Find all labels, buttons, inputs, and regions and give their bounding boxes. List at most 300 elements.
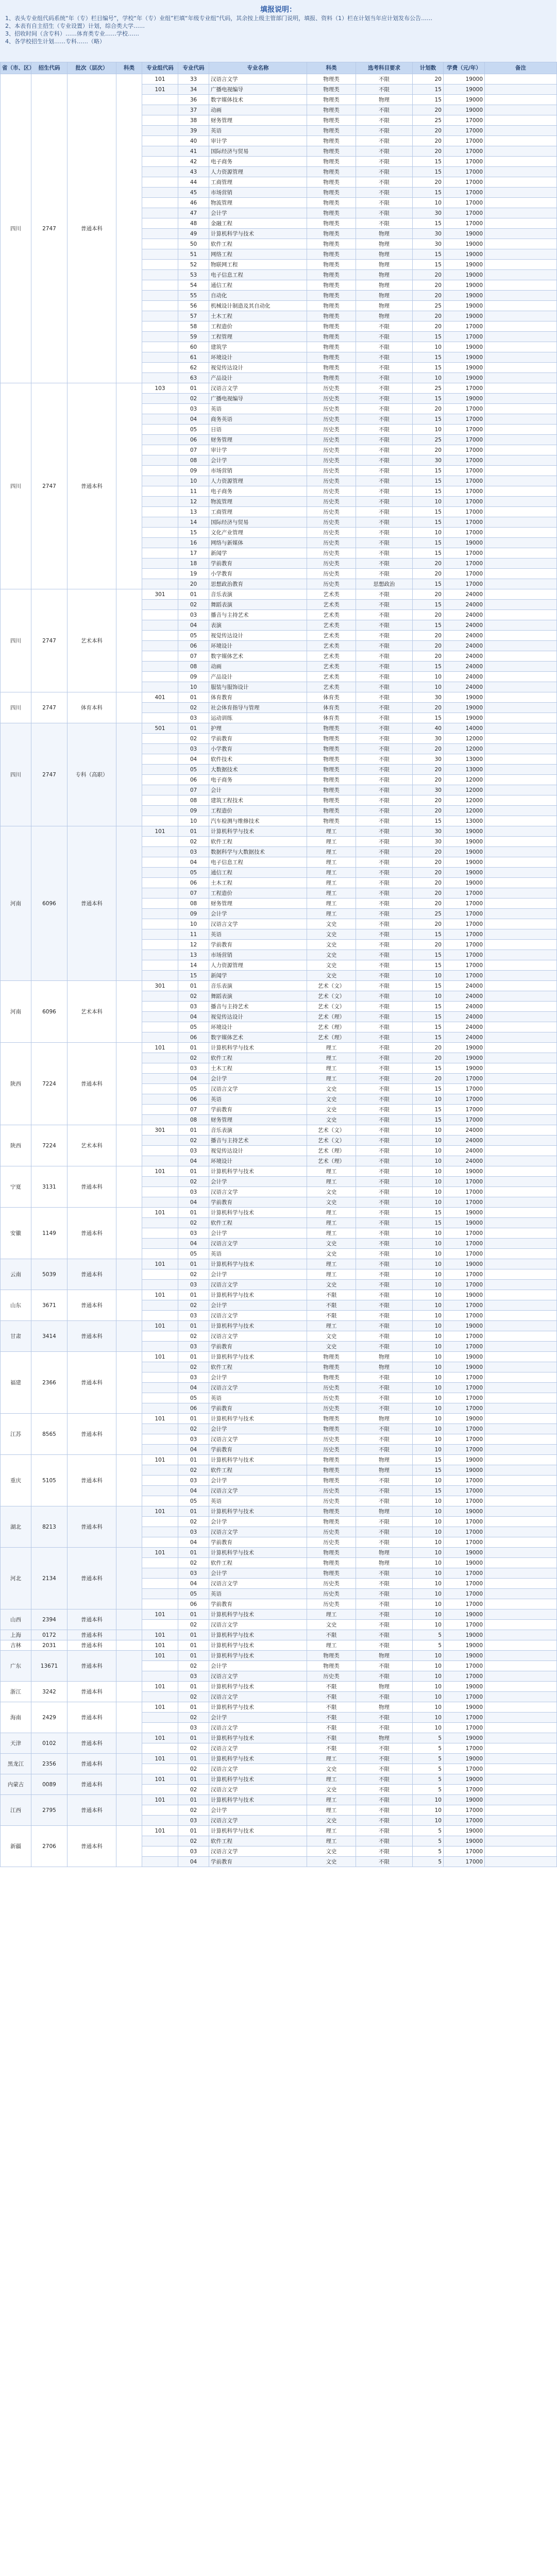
cell-requirement: 不限 [356, 445, 413, 455]
cell-subject-type: 艺术（理） [307, 1012, 356, 1022]
cell-subject-type: 物理类 [307, 363, 356, 373]
cell-remark [485, 1795, 557, 1805]
cell-remark [485, 1620, 557, 1630]
cell-remark [485, 74, 557, 84]
col-group: 专业组代码 [142, 62, 178, 74]
cell-requirement: 不限 [356, 1661, 413, 1671]
cell-kelei [116, 1166, 142, 1208]
cell-code: 2747 [31, 74, 67, 383]
cell-major-code: 54 [178, 280, 209, 291]
table-row [1, 1548, 557, 1558]
cell-plan-count: 30 [413, 692, 444, 703]
cell-remark [485, 1465, 557, 1476]
cell-major-code: 02 [178, 734, 209, 744]
cell-remark [485, 1002, 557, 1012]
cell-tuition: 17000 [444, 167, 485, 177]
cell-batch: 普通本科 [67, 1795, 116, 1826]
cell-major-name: 电子商务 [209, 157, 307, 167]
cell-tuition: 19000 [444, 301, 485, 311]
cell-major-name: 计算机科学与技术 [209, 1630, 307, 1640]
cell-subject-type: 理工 [307, 1063, 356, 1074]
cell-major-name: 计算机科学与技术 [209, 229, 307, 239]
cell-group-code [142, 466, 178, 476]
cell-remark [485, 857, 557, 868]
cell-group-code: 101 [142, 1352, 178, 1362]
cell-subject-type: 历史类 [307, 1537, 356, 1548]
cell-major-code: 08 [178, 662, 209, 672]
cell-subject-type: 物理类 [307, 177, 356, 188]
cell-subject-type: 历史类 [307, 466, 356, 476]
cell-group-code [142, 404, 178, 414]
cell-kelei [116, 74, 142, 383]
cell-batch: 艺术本科 [67, 981, 116, 1043]
cell-subject-type: 不限 [307, 1630, 356, 1640]
cell-plan-count: 30 [413, 455, 444, 466]
cell-kelei [116, 589, 142, 692]
cell-major-code: 04 [178, 1012, 209, 1022]
cell-plan-count: 25 [413, 301, 444, 311]
cell-tuition: 19000 [444, 1414, 485, 1424]
cell-tuition: 12000 [444, 785, 485, 795]
cell-tuition: 19000 [444, 1208, 485, 1218]
cell-requirement: 物理 [356, 1558, 413, 1568]
cell-major-name: 土木工程 [209, 1063, 307, 1074]
cell-major-code: 59 [178, 332, 209, 342]
cell-major-name: 汉语言文学 [209, 1331, 307, 1342]
cell-subject-type: 历史类 [307, 1393, 356, 1403]
cell-major-code: 04 [178, 1486, 209, 1496]
cell-requirement: 不限 [356, 1589, 413, 1599]
cell-tuition: 19000 [444, 1352, 485, 1362]
cell-requirement: 不限 [356, 1692, 413, 1702]
cell-requirement: 不限 [356, 857, 413, 868]
cell-batch: 艺术本科 [67, 1125, 116, 1166]
cell-group-code [142, 352, 178, 363]
cell-subject-type: 历史类 [307, 476, 356, 486]
cell-subject-type: 文史 [307, 1249, 356, 1259]
cell-requirement: 不限 [356, 1486, 413, 1496]
enrollment-plan-table [0, 62, 557, 1867]
cell-group-code [142, 1836, 178, 1846]
cell-plan-count: 20 [413, 569, 444, 579]
cell-plan-count: 10 [413, 425, 444, 435]
cell-plan-count: 20 [413, 888, 444, 899]
cell-subject-type: 不限 [307, 1290, 356, 1300]
cell-remark [485, 713, 557, 723]
cell-major-name: 计算机科学与技术 [209, 1795, 307, 1805]
cell-tuition: 17000 [444, 1713, 485, 1723]
cell-tuition: 17000 [444, 569, 485, 579]
cell-major-name: 播音与主持艺术 [209, 1136, 307, 1146]
cell-plan-count: 10 [413, 1311, 444, 1321]
cell-subject-type: 历史类 [307, 1527, 356, 1537]
cell-group-code [142, 960, 178, 971]
cell-plan-count: 10 [413, 1146, 444, 1156]
cell-remark [485, 1774, 557, 1785]
cell-tuition: 19000 [444, 1754, 485, 1764]
cell-remark [485, 1063, 557, 1074]
cell-group-code [142, 1136, 178, 1146]
cell-remark [485, 229, 557, 239]
cell-subject-type: 理工 [307, 909, 356, 919]
cell-plan-count: 15 [413, 507, 444, 517]
cell-requirement: 物理 [356, 1682, 413, 1692]
cell-subject-type: 艺术类 [307, 651, 356, 662]
cell-plan-count: 30 [413, 208, 444, 218]
cell-group-code [142, 950, 178, 960]
cell-major-code: 39 [178, 126, 209, 136]
cell-plan-count: 15 [413, 1084, 444, 1094]
cell-plan-count: 10 [413, 1445, 444, 1455]
cell-tuition: 17000 [444, 1300, 485, 1311]
cell-group-code: 101 [142, 1630, 178, 1640]
cell-requirement: 不限 [356, 507, 413, 517]
cell-remark [485, 1846, 557, 1857]
cell-kelei [116, 1651, 142, 1682]
cell-major-name: 工商管理 [209, 507, 307, 517]
cell-remark [485, 1785, 557, 1795]
cell-code: 5105 [31, 1455, 67, 1506]
cell-plan-count: 10 [413, 1156, 444, 1166]
cell-group-code [142, 971, 178, 981]
cell-requirement: 不限 [356, 1393, 413, 1403]
cell-tuition: 19000 [444, 95, 485, 105]
cell-group-code: 101 [142, 1774, 178, 1785]
cell-major-code: 02 [178, 1517, 209, 1527]
cell-major-code: 03 [178, 847, 209, 857]
cell-subject-type: 理工 [307, 826, 356, 837]
cell-subject-type: 文史 [307, 1331, 356, 1342]
table-row [1, 826, 557, 837]
cell-major-code: 38 [178, 115, 209, 126]
cell-major-code: 01 [178, 1826, 209, 1836]
cell-requirement: 不限 [356, 1496, 413, 1506]
cell-subject-type: 理工 [307, 888, 356, 899]
cell-major-code: 01 [178, 826, 209, 837]
cell-province: 甘肃 [1, 1321, 31, 1352]
cell-remark [485, 1713, 557, 1723]
cell-remark [485, 208, 557, 218]
cell-kelei [116, 723, 142, 826]
cell-group-code [142, 507, 178, 517]
cell-subject-type: 历史类 [307, 1403, 356, 1414]
cell-kelei [116, 1774, 142, 1795]
cell-major-code: 02 [178, 1805, 209, 1816]
cell-plan-count: 20 [413, 868, 444, 878]
cell-plan-count: 10 [413, 991, 444, 1002]
cell-plan-count: 20 [413, 270, 444, 280]
cell-major-name: 计算机科学与技术 [209, 1702, 307, 1713]
cell-tuition: 17000 [444, 208, 485, 218]
cell-tuition: 19000 [444, 280, 485, 291]
cell-major-code: 04 [178, 620, 209, 631]
cell-major-code: 01 [178, 1166, 209, 1177]
cell-kelei [116, 1414, 142, 1455]
cell-tuition: 24000 [444, 1002, 485, 1012]
cell-requirement: 不限 [356, 878, 413, 888]
cell-group-code [142, 857, 178, 868]
cell-major-name: 汉语言文学 [209, 1692, 307, 1702]
cell-plan-count: 15 [413, 1012, 444, 1022]
cell-group-code [142, 929, 178, 940]
cell-plan-count: 10 [413, 1352, 444, 1362]
cell-tuition: 17000 [444, 1249, 485, 1259]
cell-plan-count: 10 [413, 1342, 444, 1352]
cell-subject-type: 历史类 [307, 548, 356, 558]
cell-plan-count: 10 [413, 1403, 444, 1414]
cell-plan-count: 10 [413, 1249, 444, 1259]
table-row [1, 1352, 557, 1362]
cell-batch: 普通本科 [67, 1630, 116, 1640]
cell-plan-count: 10 [413, 1682, 444, 1692]
cell-remark [485, 1084, 557, 1094]
cell-major-code: 04 [178, 1239, 209, 1249]
cell-subject-type: 艺术类 [307, 589, 356, 600]
cell-requirement: 不限 [356, 610, 413, 620]
cell-code: 2394 [31, 1609, 67, 1630]
cell-remark [485, 404, 557, 414]
cell-major-name: 建筑学 [209, 342, 307, 352]
cell-group-code [142, 301, 178, 311]
cell-remark [485, 1259, 557, 1269]
cell-major-code: 01 [178, 1702, 209, 1713]
cell-major-name: 物联网工程 [209, 260, 307, 270]
cell-major-code: 04 [178, 754, 209, 765]
cell-plan-count: 10 [413, 1197, 444, 1208]
cell-remark [485, 826, 557, 837]
cell-subject-type: 文史 [307, 1785, 356, 1795]
cell-tuition: 17000 [444, 1311, 485, 1321]
cell-subject-type: 理工 [307, 847, 356, 857]
cell-major-name: 产品设计 [209, 373, 307, 383]
cell-plan-count: 15 [413, 1022, 444, 1032]
cell-group-code [142, 1692, 178, 1702]
cell-major-name: 学前教育 [209, 940, 307, 950]
cell-group-code: 101 [142, 1259, 178, 1269]
cell-requirement: 不限 [356, 1743, 413, 1754]
cell-group-code [142, 1661, 178, 1671]
cell-remark [485, 1105, 557, 1115]
cell-major-code: 05 [178, 765, 209, 775]
cell-plan-count: 20 [413, 74, 444, 84]
cell-subject-type: 文史 [307, 1187, 356, 1197]
cell-subject-type: 物理类 [307, 1506, 356, 1517]
cell-plan-count: 10 [413, 682, 444, 692]
cell-subject-type: 历史类 [307, 569, 356, 579]
cell-plan-count: 10 [413, 528, 444, 538]
cell-subject-type: 体育类 [307, 692, 356, 703]
cell-plan-count: 15 [413, 1105, 444, 1115]
table-row [1, 1630, 557, 1640]
cell-tuition: 17000 [444, 497, 485, 507]
cell-major-code: 49 [178, 229, 209, 239]
cell-requirement: 不限 [356, 1043, 413, 1053]
cell-requirement: 不限 [356, 136, 413, 146]
cell-kelei [116, 1290, 142, 1321]
cell-group-code [142, 888, 178, 899]
cell-remark [485, 157, 557, 167]
cell-subject-type: 物理类 [307, 115, 356, 126]
cell-code: 2795 [31, 1795, 67, 1826]
cell-subject-type: 历史类 [307, 1599, 356, 1609]
cell-plan-count: 10 [413, 1239, 444, 1249]
cell-remark [485, 692, 557, 703]
table-row [1, 74, 557, 84]
cell-requirement: 不限 [356, 1754, 413, 1764]
cell-plan-count: 25 [413, 909, 444, 919]
cell-group-code [142, 517, 178, 528]
cell-tuition: 19000 [444, 352, 485, 363]
cell-subject-type: 文史 [307, 1094, 356, 1105]
cell-group-code [142, 1156, 178, 1166]
cell-remark [485, 1383, 557, 1393]
cell-major-code: 02 [178, 1053, 209, 1063]
cell-major-code: 01 [178, 1414, 209, 1424]
cell-major-name: 计算机科学与技术 [209, 1774, 307, 1785]
cell-plan-count: 15 [413, 713, 444, 723]
cell-remark [485, 455, 557, 466]
cell-subject-type: 文史 [307, 1764, 356, 1774]
cell-plan-count: 10 [413, 1331, 444, 1342]
cell-subject-type: 历史类 [307, 517, 356, 528]
cell-remark [485, 558, 557, 569]
cell-plan-count: 15 [413, 476, 444, 486]
cell-remark [485, 1599, 557, 1609]
cell-plan-count: 30 [413, 785, 444, 795]
cell-requirement: 不限 [356, 1053, 413, 1063]
cell-kelei [116, 1259, 142, 1290]
cell-requirement: 不限 [356, 1208, 413, 1218]
cell-remark [485, 177, 557, 188]
cell-major-name: 英语 [209, 404, 307, 414]
cell-province: 上海 [1, 1630, 31, 1640]
cell-major-code: 13 [178, 950, 209, 960]
cell-plan-count: 15 [413, 95, 444, 105]
cell-subject-type: 理工 [307, 1053, 356, 1063]
cell-subject-type: 历史类 [307, 1383, 356, 1393]
cell-group-code [142, 126, 178, 136]
cell-tuition: 12000 [444, 806, 485, 816]
cell-requirement: 物理 [356, 1702, 413, 1713]
col-province: 省（市、区） [1, 62, 31, 74]
cell-remark [485, 538, 557, 548]
cell-group-code: 101 [142, 1733, 178, 1743]
cell-remark [485, 1208, 557, 1218]
cell-subject-type: 物理类 [307, 280, 356, 291]
cell-remark [485, 1671, 557, 1682]
cell-requirement: 物理 [356, 1733, 413, 1743]
cell-major-name: 文化产业管理 [209, 528, 307, 538]
cell-major-name: 汉语言文学 [209, 1816, 307, 1826]
cell-kelei [116, 1125, 142, 1166]
cell-group-code [142, 1537, 178, 1548]
cell-requirement: 不限 [356, 765, 413, 775]
cell-requirement: 不限 [356, 126, 413, 136]
cell-remark [485, 425, 557, 435]
cell-remark [485, 1743, 557, 1754]
cell-requirement: 不限 [356, 723, 413, 734]
cell-requirement: 不限 [356, 682, 413, 692]
cell-tuition: 19000 [444, 249, 485, 260]
cell-remark [485, 311, 557, 321]
cell-subject-type: 物理类 [307, 270, 356, 280]
cell-tuition: 17000 [444, 1403, 485, 1414]
cell-major-name: 环境设计 [209, 352, 307, 363]
cell-subject-type: 物理类 [307, 352, 356, 363]
cell-tuition: 17000 [444, 548, 485, 558]
cell-group-code [142, 1393, 178, 1403]
cell-major-code: 03 [178, 1568, 209, 1579]
cell-plan-count: 10 [413, 1805, 444, 1816]
cell-tuition: 17000 [444, 558, 485, 569]
cell-major-name: 会计学 [209, 455, 307, 466]
cell-tuition: 17000 [444, 1743, 485, 1754]
cell-requirement: 不限 [356, 1527, 413, 1537]
cell-requirement: 不限 [356, 1434, 413, 1445]
cell-subject-type: 物理类 [307, 795, 356, 806]
cell-major-name: 思想政治教育 [209, 579, 307, 589]
cell-group-code [142, 435, 178, 445]
cell-kelei [116, 1043, 142, 1125]
cell-major-name: 电子商务 [209, 775, 307, 785]
cell-group-code [142, 270, 178, 280]
cell-subject-type: 物理类 [307, 373, 356, 383]
col-code: 招生代码 [31, 62, 67, 74]
cell-subject-type: 物理类 [307, 1548, 356, 1558]
cell-remark [485, 1723, 557, 1733]
cell-plan-count: 30 [413, 734, 444, 744]
cell-remark [485, 878, 557, 888]
cell-major-name: 自动化 [209, 291, 307, 301]
cell-group-code [142, 816, 178, 826]
cell-plan-count: 10 [413, 1651, 444, 1661]
cell-tuition: 17000 [444, 115, 485, 126]
cell-subject-type: 物理类 [307, 1362, 356, 1372]
cell-subject-type: 文史 [307, 1115, 356, 1125]
cell-remark [485, 1321, 557, 1331]
cell-requirement: 不限 [356, 528, 413, 538]
cell-plan-count: 10 [413, 1228, 444, 1239]
cell-kelei [116, 981, 142, 1043]
cell-remark [485, 1218, 557, 1228]
cell-subject-type: 文史 [307, 960, 356, 971]
cell-subject-type: 历史类 [307, 558, 356, 569]
cell-group-code [142, 734, 178, 744]
cell-code: 0089 [31, 1774, 67, 1795]
cell-major-code: 60 [178, 342, 209, 352]
cell-major-code: 02 [178, 1713, 209, 1723]
cell-province: 福建 [1, 1352, 31, 1414]
cell-group-code [142, 868, 178, 878]
cell-tuition: 19000 [444, 1630, 485, 1640]
cell-plan-count: 10 [413, 1527, 444, 1537]
cell-major-name: 工程造价 [209, 806, 307, 816]
cell-remark [485, 662, 557, 672]
cell-requirement: 不限 [356, 806, 413, 816]
cell-group-code [142, 662, 178, 672]
cell-subject-type: 理工 [307, 899, 356, 909]
cell-major-name: 建筑工程技术 [209, 795, 307, 806]
cell-tuition: 17000 [444, 899, 485, 909]
cell-remark [485, 363, 557, 373]
cell-major-code: 20 [178, 579, 209, 589]
cell-tuition: 17000 [444, 1579, 485, 1589]
cell-major-code: 19 [178, 569, 209, 579]
cell-remark [485, 1372, 557, 1383]
cell-requirement: 不限 [356, 1269, 413, 1280]
cell-requirement: 不限 [356, 1218, 413, 1228]
cell-province: 重庆 [1, 1455, 31, 1506]
